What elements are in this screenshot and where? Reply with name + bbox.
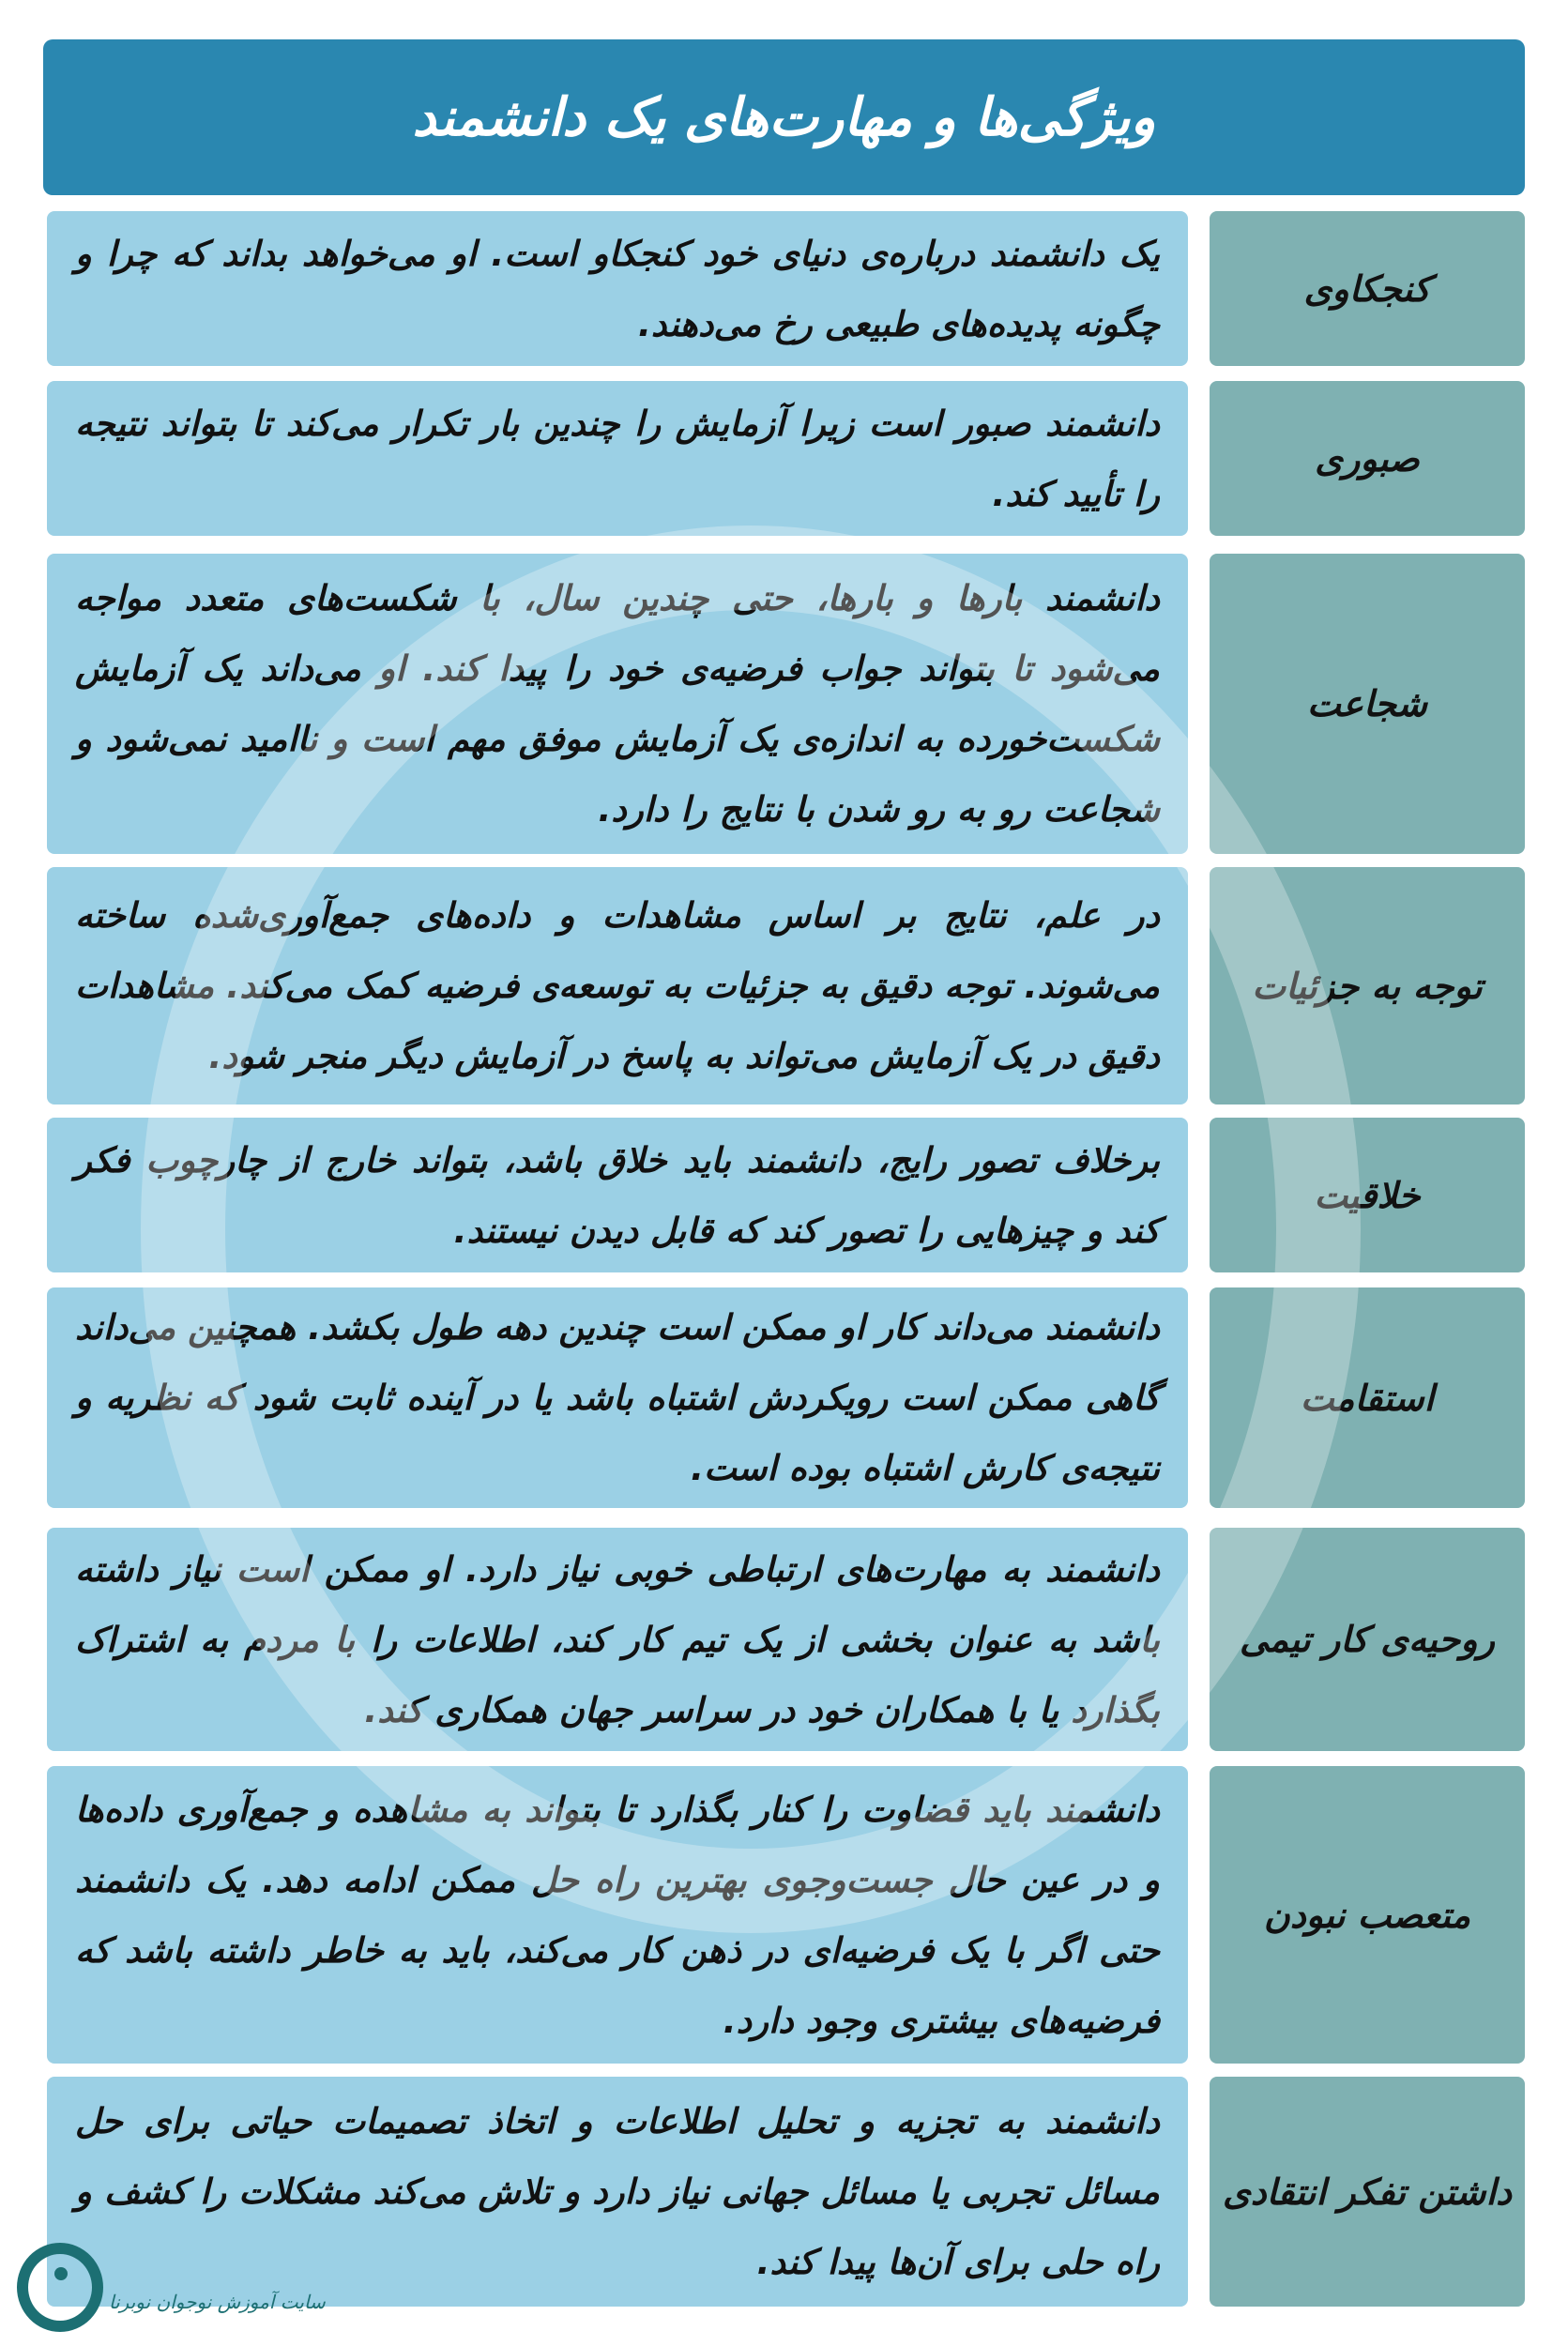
- trait-description: در علم، نتایج بر اساس مشاهدات و داده‌های جمع‌آوری‌شده ساخته می‌شوند. توجه دقیق به جزئیات به توسعه‌ی فرضیه کمک می‌کند. مشاهدات دقیق در یک آزمایش می‌تواند به پاسخ در آزمایش دیگر منجر شود.: [47, 867, 1188, 1104]
- trait-label: خلاقیت: [1210, 1118, 1525, 1272]
- logo-person-icon: [17, 2243, 103, 2332]
- page-title: ویژگی‌ها و مهارت‌های یک دانشمند: [43, 39, 1525, 195]
- trait-label: صبوری: [1210, 381, 1525, 536]
- trait-row: [47, 381, 1525, 536]
- trait-description: دانشمند به مهارت‌های ارتباطی خوبی نیاز دارد. او ممکن است نیاز داشته باشد به عنوان بخشی از یک تیم کار کند، اطلاعات را با مردم به اشتراک بگذارد یا با همکاران خود در سراسر جهان همکاری کند.: [47, 1528, 1188, 1751]
- trait-description: دانشمند به تجزیه و تحلیل اطلاعات و اتخاذ تصمیمات حیاتی برای حل مسائل تجربی یا مسائل جهانی نیاز دارد و تلاش می‌کند مشکلات را کشف و راه حلی برای آن‌ها پیدا کند.: [47, 2077, 1188, 2307]
- trait-row: [47, 1528, 1525, 1751]
- trait-description: برخلاف تصور رایج، دانشمند باید خلاق باشد، بتواند خارج از چارچوب فکر کند و چیزهایی را تصور کند که قابل دیدن نیستند.: [47, 1118, 1188, 1272]
- trait-description: دانشمند می‌داند کار او ممکن است چندین دهه طول بکشد. همچنین می‌داند گاهی ممکن است رویکردش اشتباه باشد یا در آینده ثابت شود که نظریه و نتیجه‌ی کارش اشتباه بوده است.: [47, 1287, 1188, 1508]
- trait-row: [47, 211, 1525, 366]
- trait-label: توجه به جزئیات: [1210, 867, 1525, 1104]
- trait-description: دانشمند صبور است زیرا آزمایش را چندین بار تکرار می‌کند تا بتواند نتیجه را تأیید کند.: [47, 381, 1188, 536]
- site-logo: [17, 2243, 326, 2332]
- trait-label: استقامت: [1210, 1287, 1525, 1508]
- trait-label: کنجکاوی: [1210, 211, 1525, 366]
- trait-row: [47, 1766, 1525, 2064]
- trait-label: روحیه‌ی کار تیمی: [1210, 1528, 1525, 1751]
- trait-label: داشتن تفکر انتقادی: [1210, 2077, 1525, 2307]
- trait-row: [47, 554, 1525, 854]
- trait-label: شجاعت: [1210, 554, 1525, 854]
- trait-row: [47, 1287, 1525, 1508]
- trait-row: [47, 1118, 1525, 1272]
- trait-label: متعصب نبودن: [1210, 1766, 1525, 2064]
- trait-description: دانشمند باید قضاوت را کنار بگذارد تا بتواند به مشاهده و جمع‌آوری داده‌ها و در عین حال جست‌وجوی بهترین راه حل ممکن ادامه دهد. یک دانشمند حتی اگر با یک فرضیه‌ای در ذهن کار می‌کند، باید به خاطر داشته باشد که فرضیه‌های بیشتری وجود دارد.: [47, 1766, 1188, 2064]
- trait-description: یک دانشمند درباره‌ی دنیای خود کنجکاو است. او می‌خواهد بداند که چرا و چگونه پدیده‌های طبیعی رخ می‌دهند.: [47, 211, 1188, 366]
- trait-description: دانشمند بارها و بارها، حتی چندین سال، با شکست‌های متعدد مواجه می‌شود تا بتواند جواب فرضیه‌ی خود را پیدا کند. او می‌داند یک آزمایش شکست‌خورده به اندازه‌ی یک آزمایش موفق مهم است و ناامید نمی‌شود و شجاعت رو به رو شدن با نتایج را دارد.: [47, 554, 1188, 854]
- trait-row: [47, 867, 1525, 1104]
- site-name: سایت آموزش نوجوان نوبرنا: [109, 2291, 326, 2313]
